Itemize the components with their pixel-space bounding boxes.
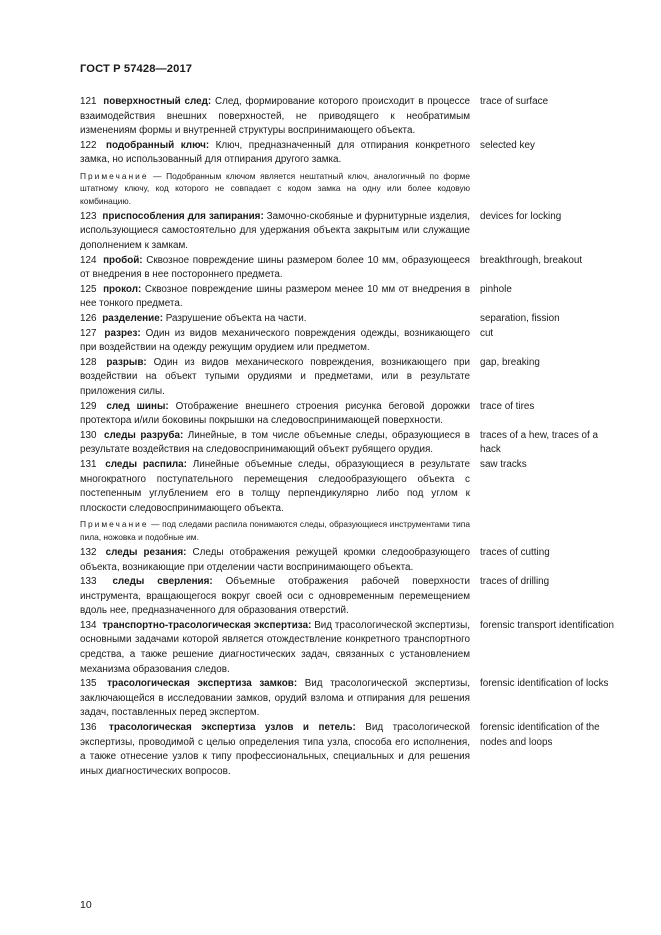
term-definition: Вид трасологической экспертизы, проводимой с целью определения типа узла, способа его исполнения, а также отнесение узлов к типу профессиональных, специальных и для решения иных диагностических вопросов. — [80, 722, 470, 777]
term-name: транспортно-трасологическая экспертиза: — [102, 619, 312, 631]
term-english: traces of drilling — [480, 576, 550, 588]
term-number: 133 — [80, 576, 97, 588]
term-english: separation, fission — [480, 313, 560, 325]
term-name: разрез: — [104, 327, 141, 339]
term-english: gap, breaking — [480, 356, 540, 368]
term-entry-121 — [80, 95, 620, 139]
term-number: 136 — [80, 722, 97, 734]
term-definition: Сквозное повреждение шины размером более 10 мм, образующееся от внедрения в нее постороннего предмета. — [80, 254, 470, 281]
term-definition: Разрушение объекта на части. — [165, 313, 307, 325]
term-number: 126 — [80, 313, 97, 325]
term-english: forensic transport identification — [480, 619, 614, 631]
term-definition: Замочно-скобяные и фурнитурные изделия, использующиеся самостоятельно для удержания объекта закрытым или служащие дополнением к замкам. — [80, 210, 470, 252]
term-definition: Объемные отображения рабочей поверхности инструмента, вращающегося вокруг своей оси с одновременным перемещением вдоль нее, предназначенного для образования отверстий. — [80, 576, 470, 617]
term-entry-130 — [80, 429, 620, 458]
term-entry-133 — [80, 575, 620, 619]
term-entry-123 — [80, 210, 620, 254]
term-number: 134 — [80, 619, 97, 631]
term-definition: Сквозное повреждение шины размером менее 10 мм от внедрения в нее тонкого предмета. — [80, 283, 470, 310]
term-name: прокол: — [103, 283, 142, 295]
term-name: следы разруба: — [104, 429, 184, 441]
term-number: 127 — [80, 327, 97, 339]
term-english: trace of tires — [480, 400, 535, 412]
note-122 — [80, 170, 470, 207]
term-definition: Следы отображения режущей кромки следообразующего объекта, возникающие при отделении части воспринимающего объекта. — [80, 546, 471, 573]
term-name: следы резания: — [105, 546, 187, 558]
term-number: 130 — [80, 429, 97, 441]
term-definition: Линейные, в том числе объемные следы, образующиеся в результате воздействия на следовоспринимающий объект рубящего орудия. — [80, 429, 470, 456]
term-number: 121 — [80, 96, 97, 107]
note-text: — под следами распила понимаются следы, образующиеся инструментами типа пила, ножовка и подобные им. — [80, 519, 471, 542]
note-label: Примечание — [80, 519, 149, 530]
term-number: 124 — [80, 254, 97, 266]
term-name: следы сверления: — [112, 576, 213, 588]
term-definition: Один из видов механического повреждения, возникающего при воздействии на объект тупыми орудиями и предметами, или в результате приложения силы. — [80, 356, 470, 397]
term-name: следы распила: — [105, 458, 187, 470]
term-number: 128 — [80, 356, 97, 368]
note-label: Примечание — [80, 170, 149, 181]
term-entry-134 — [80, 619, 620, 677]
term-name: разрыв: — [106, 356, 147, 368]
term-entry-136 — [80, 721, 620, 779]
term-english: forensic identification of locks — [480, 678, 609, 690]
term-english: devices for locking — [480, 210, 562, 222]
term-english: traces of a hew, traces of a hack — [480, 429, 599, 456]
term-number: 125 — [80, 283, 97, 295]
term-name: след шины: — [106, 400, 169, 412]
term-name: трасологическая экспертиза замков: — [107, 678, 298, 690]
term-english: pinhole — [480, 283, 512, 295]
document-header: ГОСТ Р 57428—2017 — [80, 63, 193, 75]
term-number: 122 — [80, 139, 97, 151]
term-definition: Вид трасологической экспертизы, основными задачами которой является отождествление конкретного транспортного средства, а также решение диагностических задач, связанных с установлением механизма образования следов. — [80, 619, 470, 675]
term-entry-132 — [80, 546, 620, 575]
term-name: приспособления для запирания: — [102, 210, 264, 222]
term-definition: След, формирование которого происходит в процессе взаимодействия внешних поверхностей, не приводящего к необратимым изменениям формы и внутренней структуры воспринимающего объекта. — [80, 96, 470, 137]
term-english: traces of cutting — [480, 546, 550, 558]
term-name: подобранный ключ: — [106, 139, 210, 151]
term-entry-129 — [80, 400, 620, 429]
term-entry-124 — [80, 254, 620, 283]
term-english: forensic identification of the nodes and loops — [480, 722, 600, 748]
term-english: selected key — [480, 139, 535, 151]
note-131 — [80, 518, 470, 543]
term-english: trace of surface — [480, 96, 549, 107]
term-definition: Один из видов механического повреждения одежды, возникающего при воздействии на одежду режущим орудием или предметом. — [80, 327, 471, 354]
term-entry-128 — [80, 356, 620, 400]
term-definition: Отображение внешнего строения рисунка беговой дорожки протектора и/или боковины покрышки на следовоспринимающей поверхности. — [80, 400, 471, 427]
term-definition: Ключ, предназначенный для отпирания конкретного замка, но использованный для отпирания другого замка. — [80, 139, 470, 166]
term-english: saw tracks — [480, 458, 527, 470]
page-number: 10 — [80, 899, 92, 911]
term-entry-125 — [80, 283, 620, 312]
term-entry-131 — [80, 458, 620, 516]
terms-list — [80, 95, 620, 779]
term-number: 132 — [80, 546, 97, 558]
term-name: разделение: — [102, 313, 163, 325]
term-number: 131 — [80, 458, 97, 470]
term-definition: Линейные объемные следы, образующиеся в результате многократного поступательного перемещения следообразующего объекта с постепенным углублением его в толщу перпендикулярно либо под углом к плоскости следовоспринимающего объекта. — [80, 458, 470, 514]
term-english: cut — [480, 327, 494, 339]
term-english: breakthrough, breakout — [480, 254, 583, 266]
term-number: 135 — [80, 678, 97, 690]
term-entry-135 — [80, 677, 620, 721]
term-name: пробой: — [103, 254, 143, 266]
term-definition: Вид трасологической экспертизы, заключающейся в исследовании замков, орудий взлома и отпирания для решения задач, поставленных перед экспертом. — [80, 678, 470, 719]
term-number: 129 — [80, 400, 97, 412]
note-text: — Подобранным ключом является нештатный ключ, аналогичный по форме штатному ключу, код которого не совпадает с кодом замка на одну или более кодовую комбинацию. — [80, 170, 470, 206]
term-entry-127 — [80, 312, 620, 356]
term-name: трасологическая экспертиза узлов и петель: — [108, 722, 356, 734]
term-name: поверхностный след: — [103, 96, 212, 107]
term-entry-122 — [80, 139, 620, 168]
term-number: 123 — [80, 210, 97, 222]
